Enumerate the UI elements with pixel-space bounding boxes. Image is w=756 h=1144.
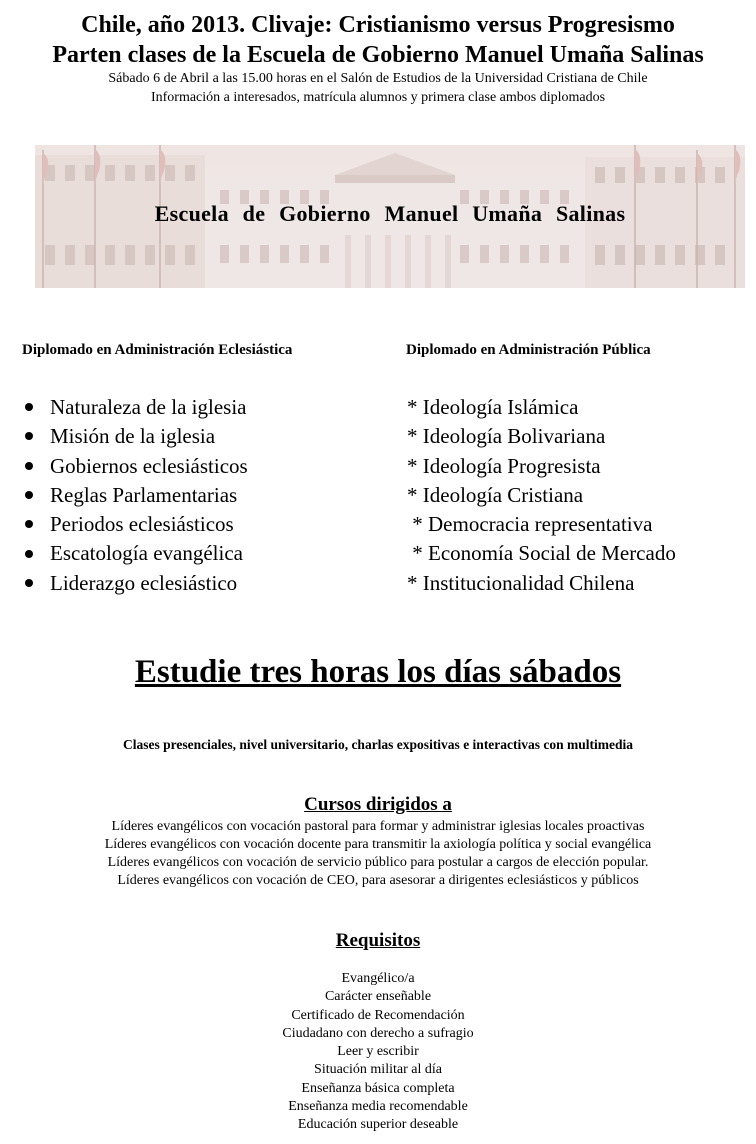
list-item: * Ideología Islámica (407, 395, 579, 419)
slogan-heading: Estudie tres horas los días sábados (134, 654, 622, 690)
list-item: Escatología evangélica (25, 539, 248, 568)
list-item: * Institucionalidad Chilena (407, 570, 635, 595)
list-item: Situación militar al día (314, 1062, 442, 1078)
list-item: Reglas Parlamentarias (25, 481, 248, 510)
list-item: * Ideología Cristiana (407, 482, 584, 507)
list-item: Educación superior deseable (297, 1117, 459, 1133)
bullet-icon (25, 403, 33, 411)
list-item: Enseñanza media recomendable (288, 1099, 468, 1115)
cursos-line: Líderes evangélicos con vocación pastoral para formar y administrar iglesias locales proactivas (111, 819, 645, 834)
list-item: Certificado de Recomendación (291, 1007, 465, 1023)
requisitos-heading: Requisitos (335, 930, 421, 951)
bullet-icon (25, 491, 33, 499)
title-line-1: Chile, año 2013. Clivaje: Cristianismo versus Progresismo (81, 12, 675, 38)
list-item: * Ideología Progresista (407, 453, 601, 478)
cursos-heading: Cursos dirigidos a (304, 794, 452, 815)
cursos-line: Líderes evangélicos con vocación de servicio público para postular a cargos de elección popular. (107, 855, 649, 870)
list-item: Evangélico/a (341, 971, 415, 986)
list-item: * Ideología Bolivariana (407, 424, 606, 449)
list-item: Carácter enseñable (324, 989, 432, 1005)
banner-title: Escuela de Gobierno Manuel Umaña Salinas (154, 201, 626, 226)
diplomado-publico-list (407, 393, 676, 598)
bullet-icon (25, 579, 33, 587)
list-item: * Democracia representativa (407, 512, 653, 537)
list-item: Misión de la iglesia (25, 422, 248, 451)
banner-image (35, 145, 745, 288)
bullet-icon (25, 432, 33, 440)
diplomado-eclesiastico-heading: Diplomado en Administración Eclesiástica (22, 342, 293, 358)
diplomado-eclesiastico-list (25, 393, 248, 598)
list-item: Naturaleza de la iglesia (25, 393, 248, 422)
list-item: * Economía Social de Mercado (407, 541, 676, 566)
classes-info: Clases presenciales, nivel universitario, charlas expositivas e interactivas con multimedia (122, 737, 634, 752)
requisitos-list (0, 970, 756, 1135)
cursos-line: Líderes evangélicos con vocación de CEO, para asesorar a dirigentes eclesiásticos y públicos (117, 873, 639, 888)
bullet-icon (25, 462, 33, 470)
subtitle-line-1: Sábado 6 de Abril a las 15.00 horas en el Salón de Estudios de la Universidad Cristiana de Chile (108, 71, 648, 86)
list-item: Ciudadano con derecho a sufragio (282, 1025, 474, 1041)
list-item: Leer y escribir (337, 1044, 419, 1060)
bullet-icon (25, 520, 33, 528)
diplomado-publico-heading: Diplomado en Administración Pública (406, 342, 651, 358)
cursos-line: Líderes evangélicos con vocación docente para transmitir la axiología política y social evangélica (104, 837, 652, 852)
list-item: Periodos eclesiásticos (25, 510, 248, 539)
list-item: Liderazgo eclesiástico (25, 569, 248, 598)
subtitle-line-2: Información a interesados, matrícula alumnos y primera clase ambos diplomados (150, 90, 606, 105)
list-item: Enseñanza básica completa (301, 1080, 455, 1096)
list-item: Gobiernos eclesiásticos (25, 452, 248, 481)
bullet-icon (25, 550, 33, 558)
title-line-2: Parten clases de la Escuela de Gobierno Manuel Umaña Salinas (52, 42, 704, 68)
